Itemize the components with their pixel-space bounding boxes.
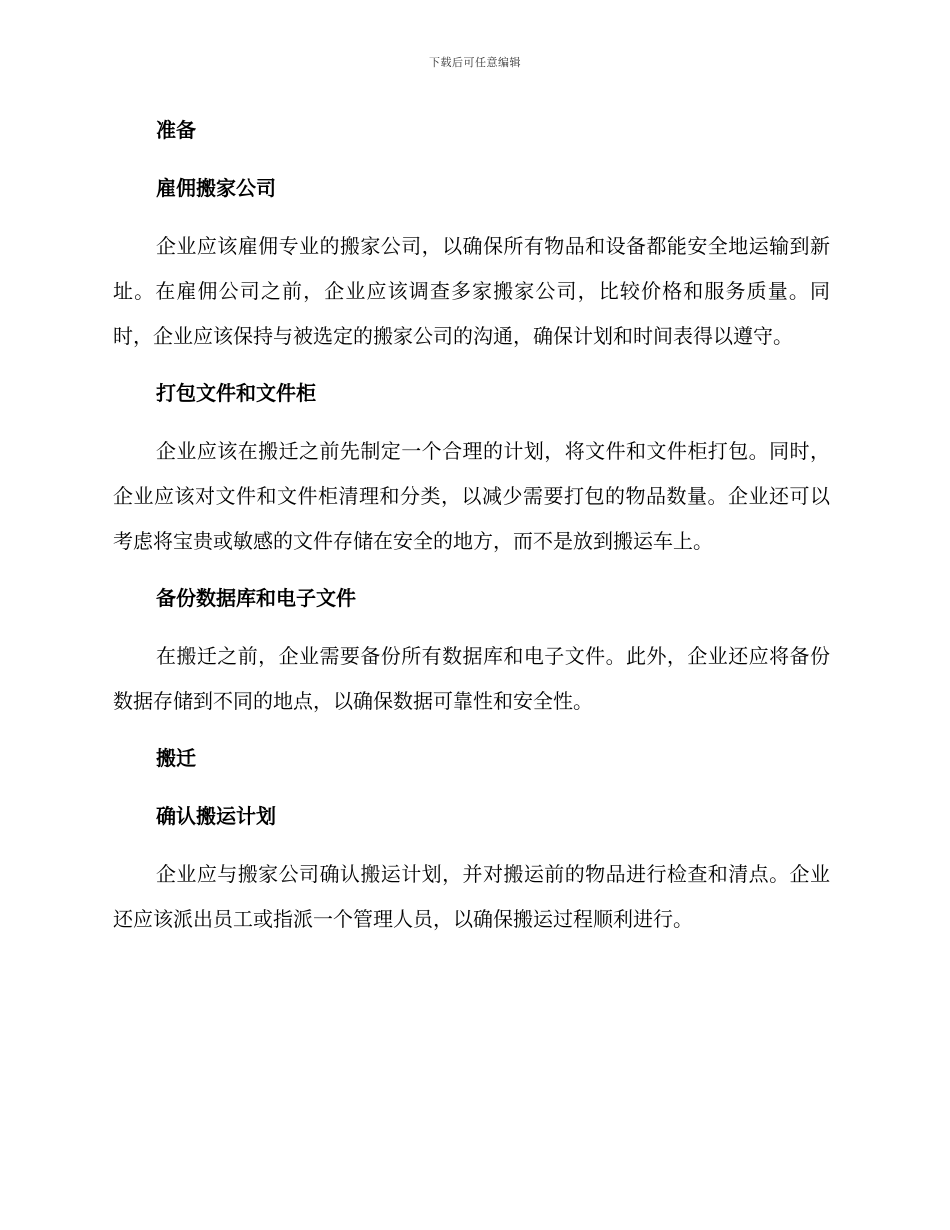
subsection-heading-hire-movers: 雇佣搬家公司 [156, 176, 276, 200]
subsection-heading-pack-files: 打包文件和文件柜 [156, 381, 316, 405]
paragraph-confirm-plan: 企业应与搬家公司确认搬运计划，并对搬运前的物品进行检查和清点。企业还应该派出员工或指派一个管理人员，以确保搬运过程顺利进行。 [113, 862, 830, 931]
paragraph-pack-files: 企业应该在搬迁之前先制定一个合理的计划，将文件和文件柜打包。同时，企业应该对文件和文件柜清理和分类，以减少需要打包的物品数量。企业还可以考虑将宝贵或敏感的文件存储在安全的地方，而不是放到搬运车上。 [113, 439, 830, 553]
section-heading-relocation: 搬迁 [156, 746, 196, 770]
document-body [113, 108, 830, 954]
section-heading-prepare: 准备 [156, 118, 196, 142]
paragraph-backup-data: 在搬迁之前，企业需要备份所有数据库和电子文件。此外，企业还应将备份数据存储到不同的地点，以确保数据可靠性和安全性。 [113, 644, 830, 713]
subsection-heading-backup-data: 备份数据库和电子文件 [156, 586, 356, 610]
paragraph-hire-movers: 企业应该雇佣专业的搬家公司，以确保所有物品和设备都能安全地运输到新址。在雇佣公司之前，企业应该调查多家搬家公司，比较价格和服务质量。同时，企业应该保持与被选定的搬家公司的沟通，确保计划和时间表得以遵守。 [113, 234, 830, 348]
subsection-heading-confirm-plan: 确认搬运计划 [156, 804, 276, 828]
running-header: 下载后可任意编辑 [429, 56, 521, 69]
